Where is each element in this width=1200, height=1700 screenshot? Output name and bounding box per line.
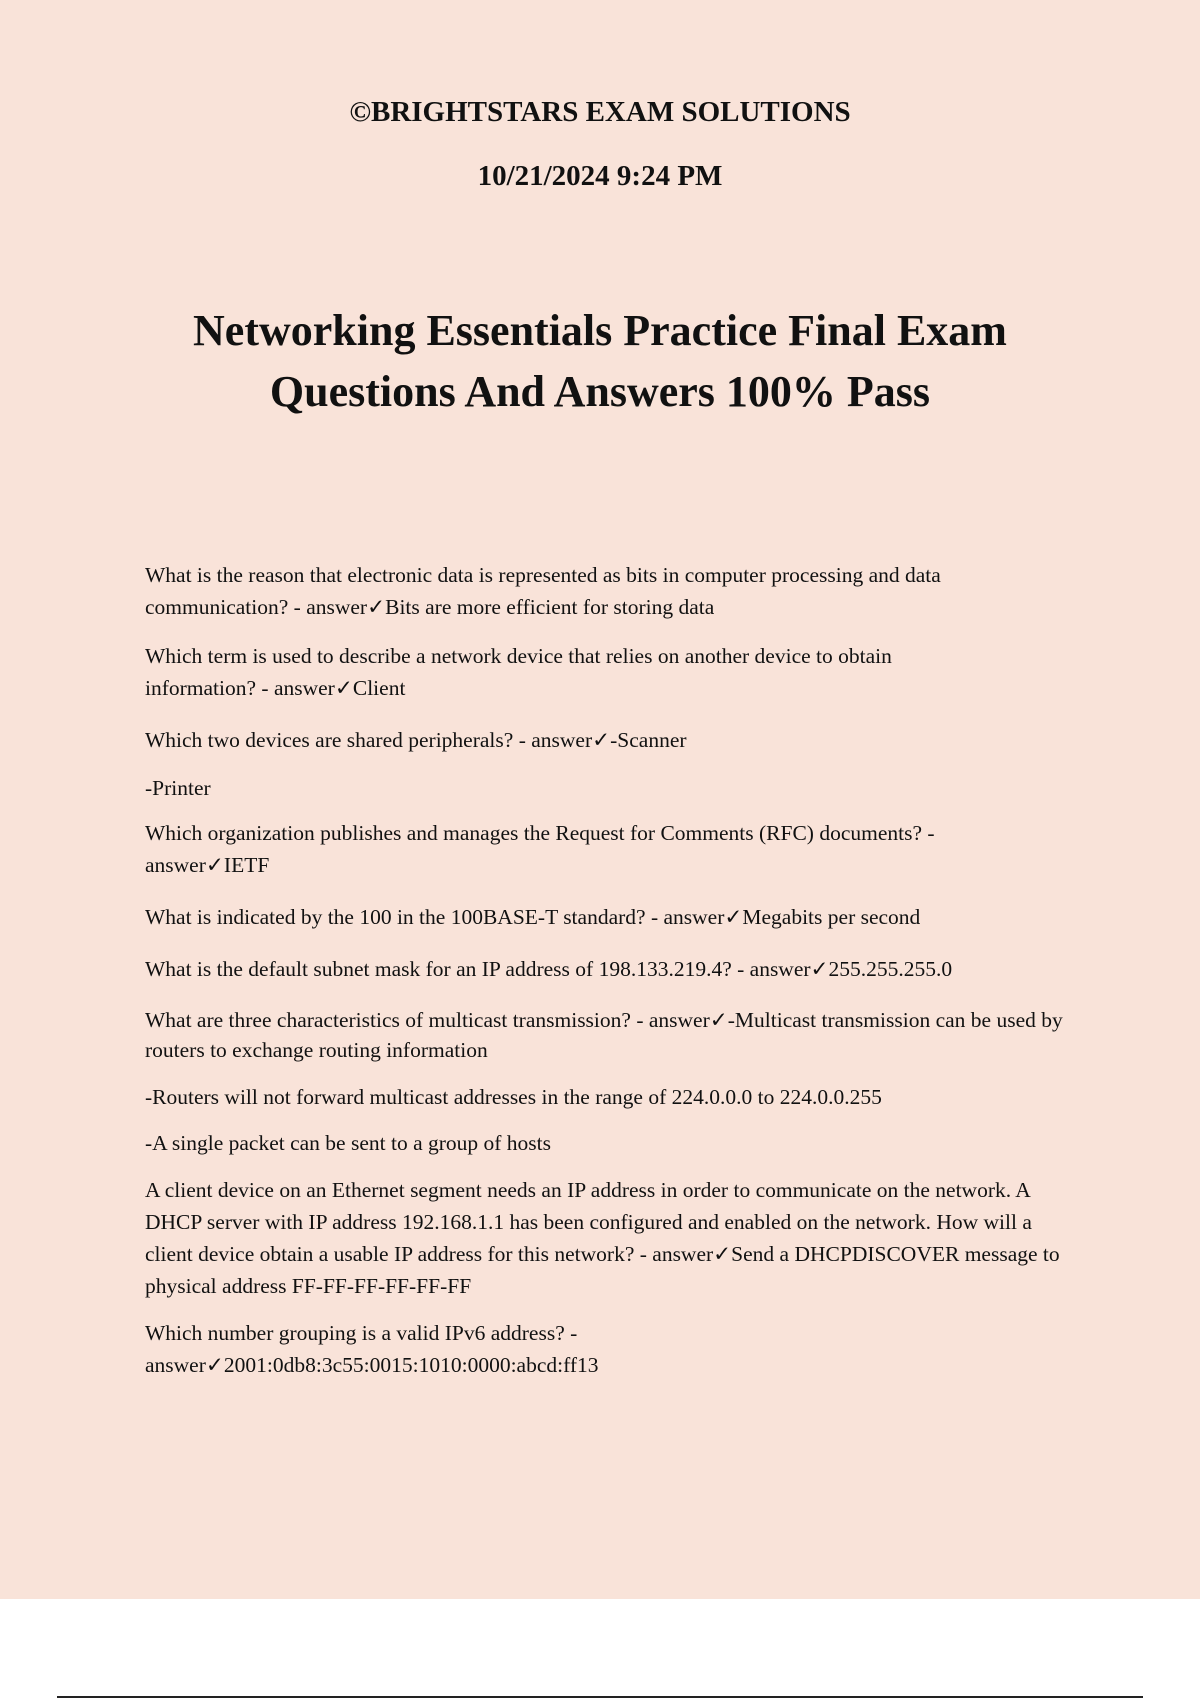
qa-paragraph: -Routers will not forward multicast addresses in the range of 224.0.0.0 to 224.0.0.255: [145, 1085, 882, 1109]
qa-paragraph: -A single packet can be sent to a group of hosts: [145, 1131, 552, 1155]
qa-paragraph: What is the reason that electronic data is represented as bits in computer processing and data communication? - answer✓Bits are more efficient for storing data: [145, 563, 941, 619]
qa-paragraph: -Printer: [145, 776, 211, 800]
qa-paragraph: What is indicated by the 100 in the 100BASE-T standard? - answer✓Megabits per second: [145, 905, 921, 929]
document-datetime: 10/21/2024 9:24 PM: [477, 160, 723, 192]
title-line-1: Networking Essentials Practice Final Exam: [193, 306, 1007, 355]
qa-paragraph: Which number grouping is a valid IPv6 address? - answer✓2001:0db8:3c55:0015:1010:0000:abcd:ff13: [145, 1321, 599, 1377]
qa-paragraph: What is the default subnet mask for an IP address of 198.133.219.4? - answer✓255.255.255.0: [145, 957, 953, 981]
document-title: [0, 300, 1200, 422]
qa-paragraph: A client device on an Ethernet segment needs an IP address in order to communicate on the network. A DHCP server with IP address 192.168.1.1 has been configured and enabled on the network. How will a client device obtain a usable IP address for this network? - answer✓Send a DHCPDISCOVER message to physical address FF-FF-FF-FF-FF-FF: [145, 1178, 1060, 1298]
footer-divider: [57, 1696, 1143, 1698]
qa-paragraph: Which two devices are shared peripherals? - answer✓-Scanner: [145, 728, 687, 752]
title-line-2: Questions And Answers 100% Pass: [269, 367, 931, 416]
qa-paragraph: What are three characteristics of multicast transmission? - answer✓-Multicast transmission can be used by routers to exchange routing information: [145, 1008, 1063, 1062]
company-header: ©BRIGHTSTARS EXAM SOLUTIONS: [349, 96, 851, 128]
qa-paragraph: Which organization publishes and manages the Request for Comments (RFC) documents? - answer✓IETF: [145, 821, 935, 877]
qa-paragraph: Which term is used to describe a network device that relies on another device to obtain information? - answer✓Client: [145, 644, 892, 700]
